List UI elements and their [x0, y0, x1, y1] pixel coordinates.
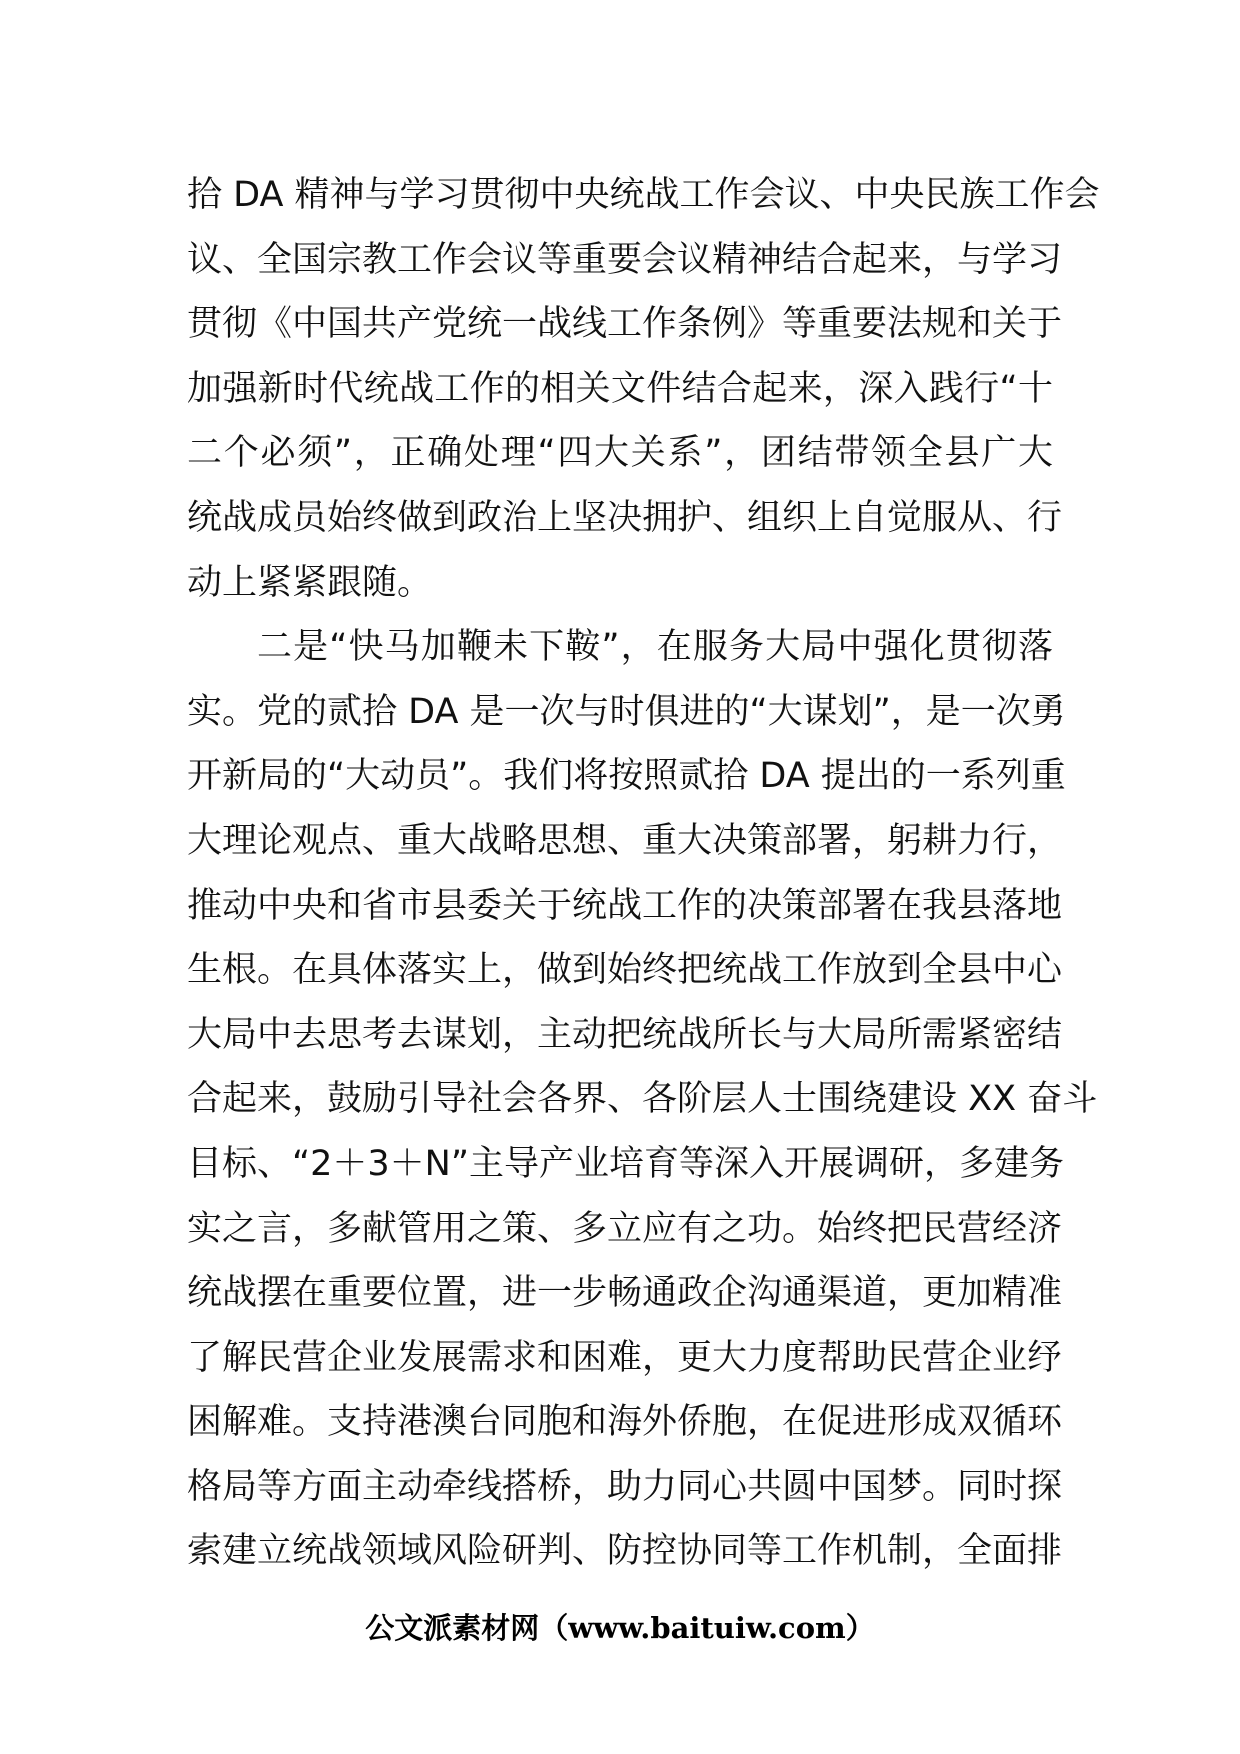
footer-watermark-text: 公文派素材网（www.baituiw.com）	[365, 1611, 875, 1645]
body-line: 推动中央和省市县委关于统战工作的决策部署在我县落地	[187, 885, 1063, 926]
body-line: 大局中去思考去谋划，主动把统战所长与大局所需紧密结	[187, 1014, 1063, 1055]
body-line: 格局等方面主动牵线搭桥，助力同心共圆中国梦。同时探	[187, 1466, 1063, 1507]
body-line: 动上紧紧跟随。	[187, 562, 433, 603]
body-line: 加强新时代统战工作的相关文件结合起来，深入践行“十	[187, 368, 1053, 409]
body-line: 二个必须”，正确处理“四大关系”，团结带领全县广大	[187, 433, 1053, 474]
body-line: 实之言，多献管用之策、多立应有之功。始终把民营经济	[187, 1208, 1063, 1249]
body-line: 了解民营企业发展需求和困难，更大力度帮助民营企业纾	[187, 1337, 1063, 1378]
body-line: 开新局的“大动员”。我们将按照贰拾 DA 提出的一系列重	[187, 756, 1066, 797]
body-line: 统战成员始终做到政治上坚决拥护、组织上自觉服从、行	[187, 497, 1063, 538]
body-line: 目标、“2＋3＋N”主导产业培育等深入开展调研，多建务	[187, 1143, 1064, 1184]
body-line: 实。党的贰拾 DA 是一次与时俱进的“大谋划”，是一次勇	[187, 691, 1066, 732]
body-line: 议、全国宗教工作会议等重要会议精神结合起来，与学习	[187, 239, 1063, 280]
body-line: 贯彻《中国共产党统一战线工作条例》等重要法规和关于	[187, 304, 1063, 345]
body-line: 拾 DA 精神与学习贯彻中央统战工作会议、中央民族工作会	[187, 175, 1100, 215]
body-line: 困解难。支持港澳台同胞和海外侨胞，在促进形成双循环	[187, 1402, 1063, 1443]
body-line: 大理论观点、重大战略思想、重大决策部署，躬耕力行，	[187, 820, 1063, 861]
body-line-paragraph-start: 二是“快马加鞭未下鞍”，在服务大局中强化贯彻落	[257, 627, 1053, 668]
body-line: 合起来，鼓励引导社会各界、各阶层人士围绕建设 XX 奋斗	[187, 1079, 1098, 1120]
document-body	[187, 163, 1100, 1584]
body-line: 索建立统战领域风险研判、防控协同等工作机制，全面排	[187, 1531, 1063, 1572]
body-line: 生根。在具体落实上，做到始终把统战工作放到全县中心	[187, 950, 1063, 991]
body-line: 统战摆在重要位置，进一步畅通政企沟通渠道，更加精准	[187, 1273, 1063, 1314]
